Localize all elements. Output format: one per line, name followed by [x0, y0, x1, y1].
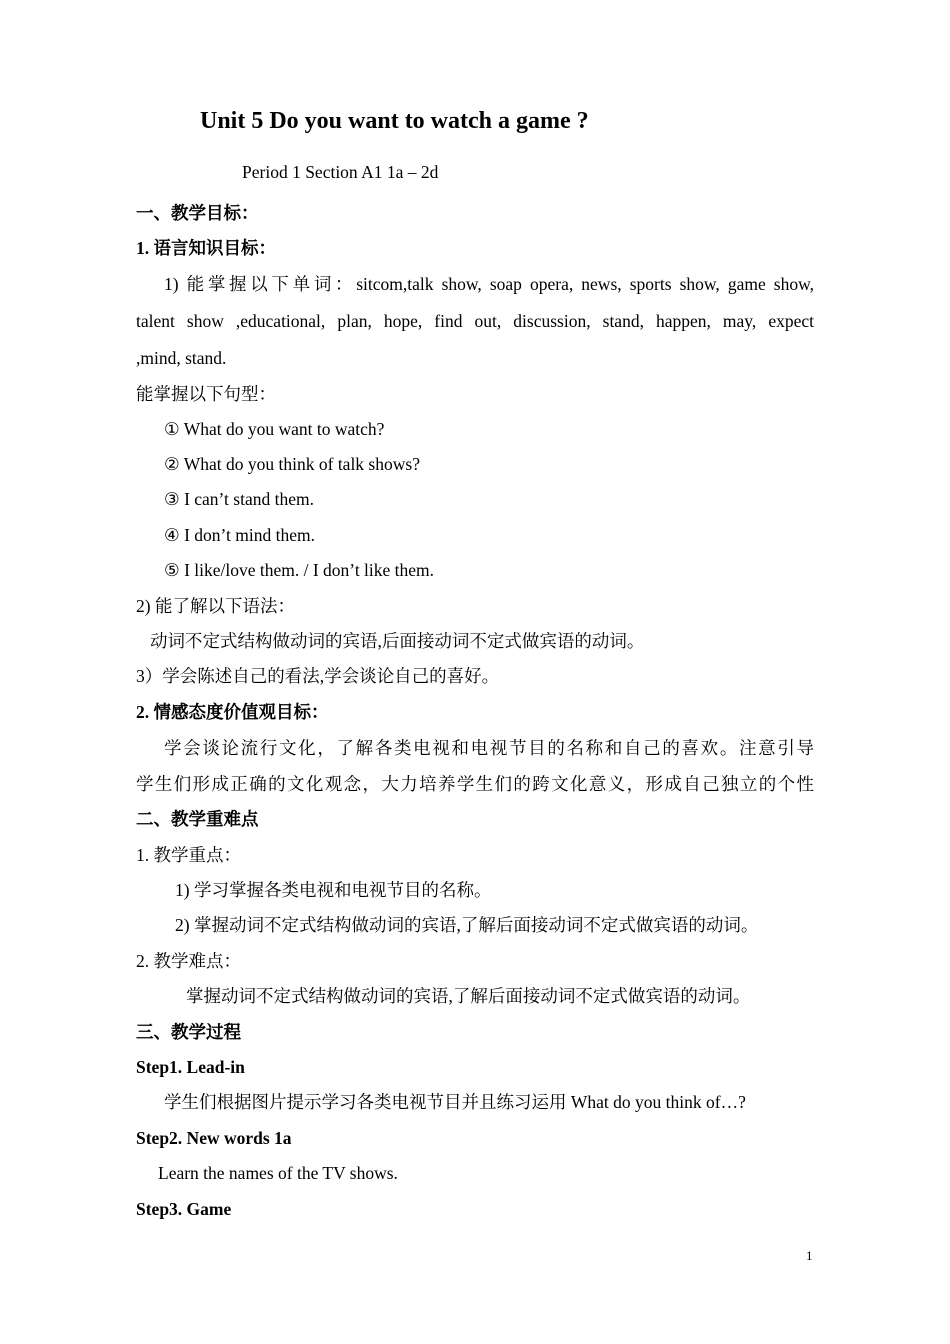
step1-text: 学生们根据图片提示学习各类电视节目并且练习运用 What do you think of…? — [164, 1092, 746, 1112]
vocab-line-2: talent show ,educational, plan, hope, find out, discussion, stand, happen, may, expect — [136, 311, 814, 331]
key-points-heading: 1. 教学重点： — [136, 845, 241, 865]
section-heading-process: 三、教学过程 — [136, 1022, 241, 1042]
sentences-heading: 能掌握以下句型： — [136, 384, 276, 404]
goal-3: 3）学会陈述自己的看法,学会谈论自己的喜好。 — [136, 666, 500, 686]
sentence-item: ③ I can’t stand them. — [164, 489, 314, 509]
emotion-line-2: 学生们形成正确的文化观念，大力培养学生们的跨文化意义，形成自己独立的个性 — [136, 774, 814, 794]
key-point-item: 2) 掌握动词不定式结构做动词的宾语,了解后面接动词不定式做宾语的动词。 — [175, 915, 759, 935]
difficulty-text: 掌握动词不定式结构做动词的宾语,了解后面接动词不定式做宾语的动词。 — [186, 986, 751, 1006]
grammar-text: 动词不定式结构做动词的宾语,后面接动词不定式做宾语的动词。 — [150, 631, 645, 651]
sentence-item: ① What do you want to watch? — [164, 419, 385, 439]
step2-heading: Step2. New words 1a — [136, 1128, 292, 1148]
subheading-emotion-goals: 2. 情感态度价值观目标： — [136, 702, 329, 722]
step3-heading: Step3. Game — [136, 1199, 232, 1219]
section-heading-key-points: 二、教学重难点 — [136, 809, 259, 829]
sentence-item: ② What do you think of talk shows? — [164, 454, 420, 474]
emotion-line-1: 学会谈论流行文化，了解各类电视和电视节目的名称和自己的喜欢。注意引导 — [164, 738, 814, 758]
section-heading-objectives: 一、教学目标： — [136, 203, 259, 223]
page-title: Unit 5 Do you want to watch a game ? — [200, 108, 589, 134]
page-number: 1 — [806, 1248, 813, 1263]
step2-text: Learn the names of the TV shows. — [158, 1163, 398, 1183]
vocab-line-3: ,mind, stand. — [136, 348, 227, 368]
difficulty-heading: 2. 教学难点： — [136, 951, 241, 971]
sentence-item: ④ I don’t mind them. — [164, 525, 315, 545]
grammar-heading: 2) 能了解以下语法： — [136, 596, 295, 616]
subheading-language-goals: 1. 语言知识目标： — [136, 238, 276, 258]
vocab-line-1: 1) 能掌握以下单词：sitcom,talk show, soap opera, news, sports show, game show, — [164, 274, 814, 294]
step1-heading: Step1. Lead-in — [136, 1057, 245, 1077]
sentence-item: ⑤ I like/love them. / I don’t like them. — [164, 560, 435, 580]
page-subtitle: Period 1 Section A1 1a – 2d — [242, 162, 439, 182]
key-point-item: 1) 学习掌握各类电视和电视节目的名称。 — [175, 880, 492, 900]
